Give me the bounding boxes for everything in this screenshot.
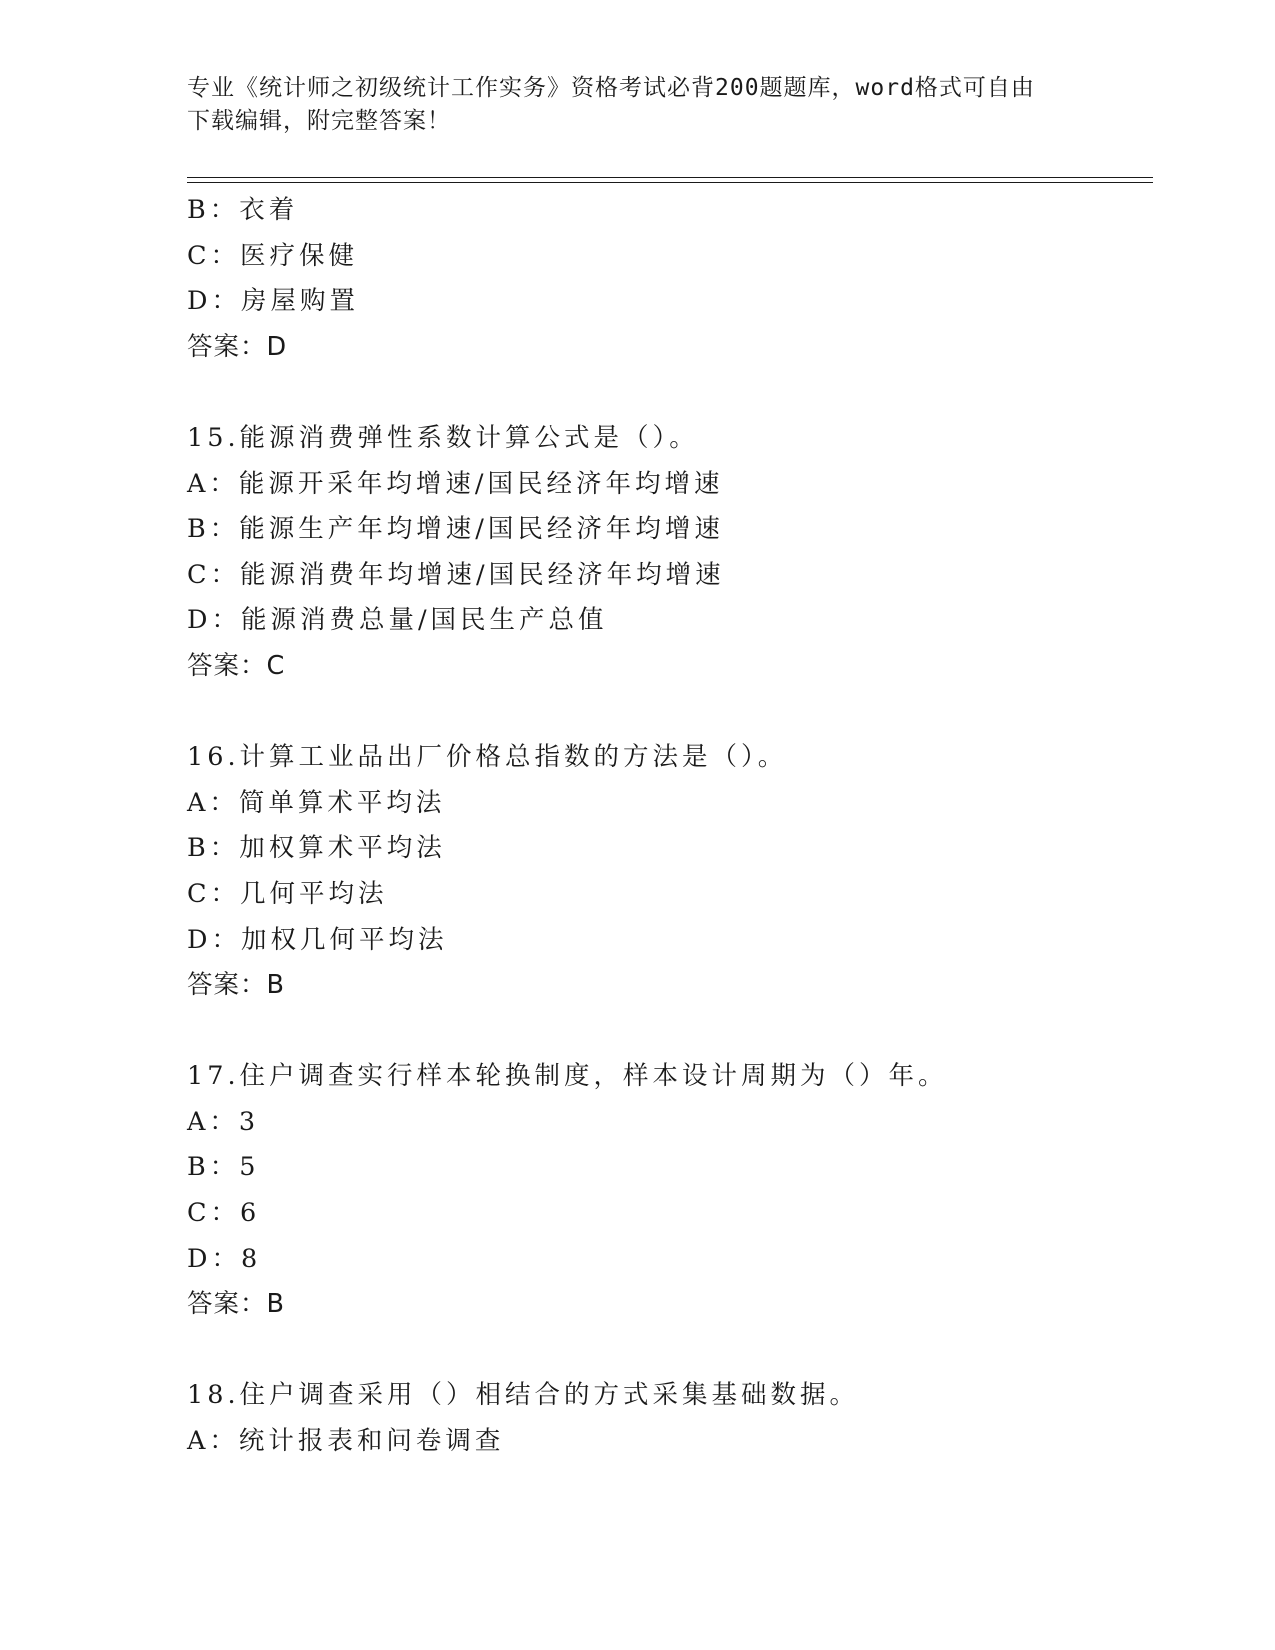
option-d: D：8 [187,1243,262,1274]
option-d: D：加权几何平均法 [187,924,448,955]
header-rule-thick [187,177,1153,178]
question-stem: 17.住户调查实行样本轮换制度，样本设计周期为（）年。 [187,1061,948,1092]
answer-line: 答案：D [187,331,288,362]
question-stem: 18.住户调查采用（）相结合的方式采集基础数据。 [187,1380,860,1411]
question-content [187,188,1147,1465]
question-stem: 15.能源消费弹性系数计算公式是（）。 [187,422,699,453]
header-rule-thin [187,182,1153,183]
question-15 [187,416,1147,690]
option-a: A：统计报表和问卷调查 [187,1426,505,1457]
option-c: C：医疗保健 [187,240,359,271]
question-18 [187,1373,1147,1464]
option-c: C：6 [187,1198,261,1229]
answer-line: 答案：B [187,970,285,1001]
option-a: A：3 [187,1106,260,1137]
spacer [187,1009,1147,1055]
answer-line: 答案：C [187,650,286,681]
option-b: B：能源生产年均增速/国民经济年均增速 [187,514,724,545]
header-line-2: 下载编辑，附完整答案！ [187,108,451,134]
option-d: D：房屋购置 [187,286,359,317]
option-a: A：能源开采年均增速/国民经济年均增速 [187,468,724,499]
spacer [187,370,1147,416]
option-a: A：简单算术平均法 [187,787,446,818]
question-16 [187,735,1147,1009]
option-c: C：几何平均法 [187,878,388,909]
carryover-question [187,188,1147,370]
question-stem: 16.计算工业品出厂价格总指数的方法是（）。 [187,742,788,773]
option-b: B：5 [187,1152,260,1183]
option-b: B：衣着 [187,195,299,225]
question-17 [187,1054,1147,1328]
document-header [187,72,1087,138]
option-c: C：能源消费年均增速/国民经济年均增速 [187,559,725,590]
header-line-1: 专业《统计师之初级统计工作实务》资格考试必背200题题库，word格式可自由 [187,75,1035,101]
option-b: B：加权算术平均法 [187,833,446,864]
answer-line: 答案：B [187,1289,285,1320]
spacer [187,690,1147,736]
spacer [187,1328,1147,1374]
option-d: D：能源消费总量/国民生产总值 [187,605,608,636]
